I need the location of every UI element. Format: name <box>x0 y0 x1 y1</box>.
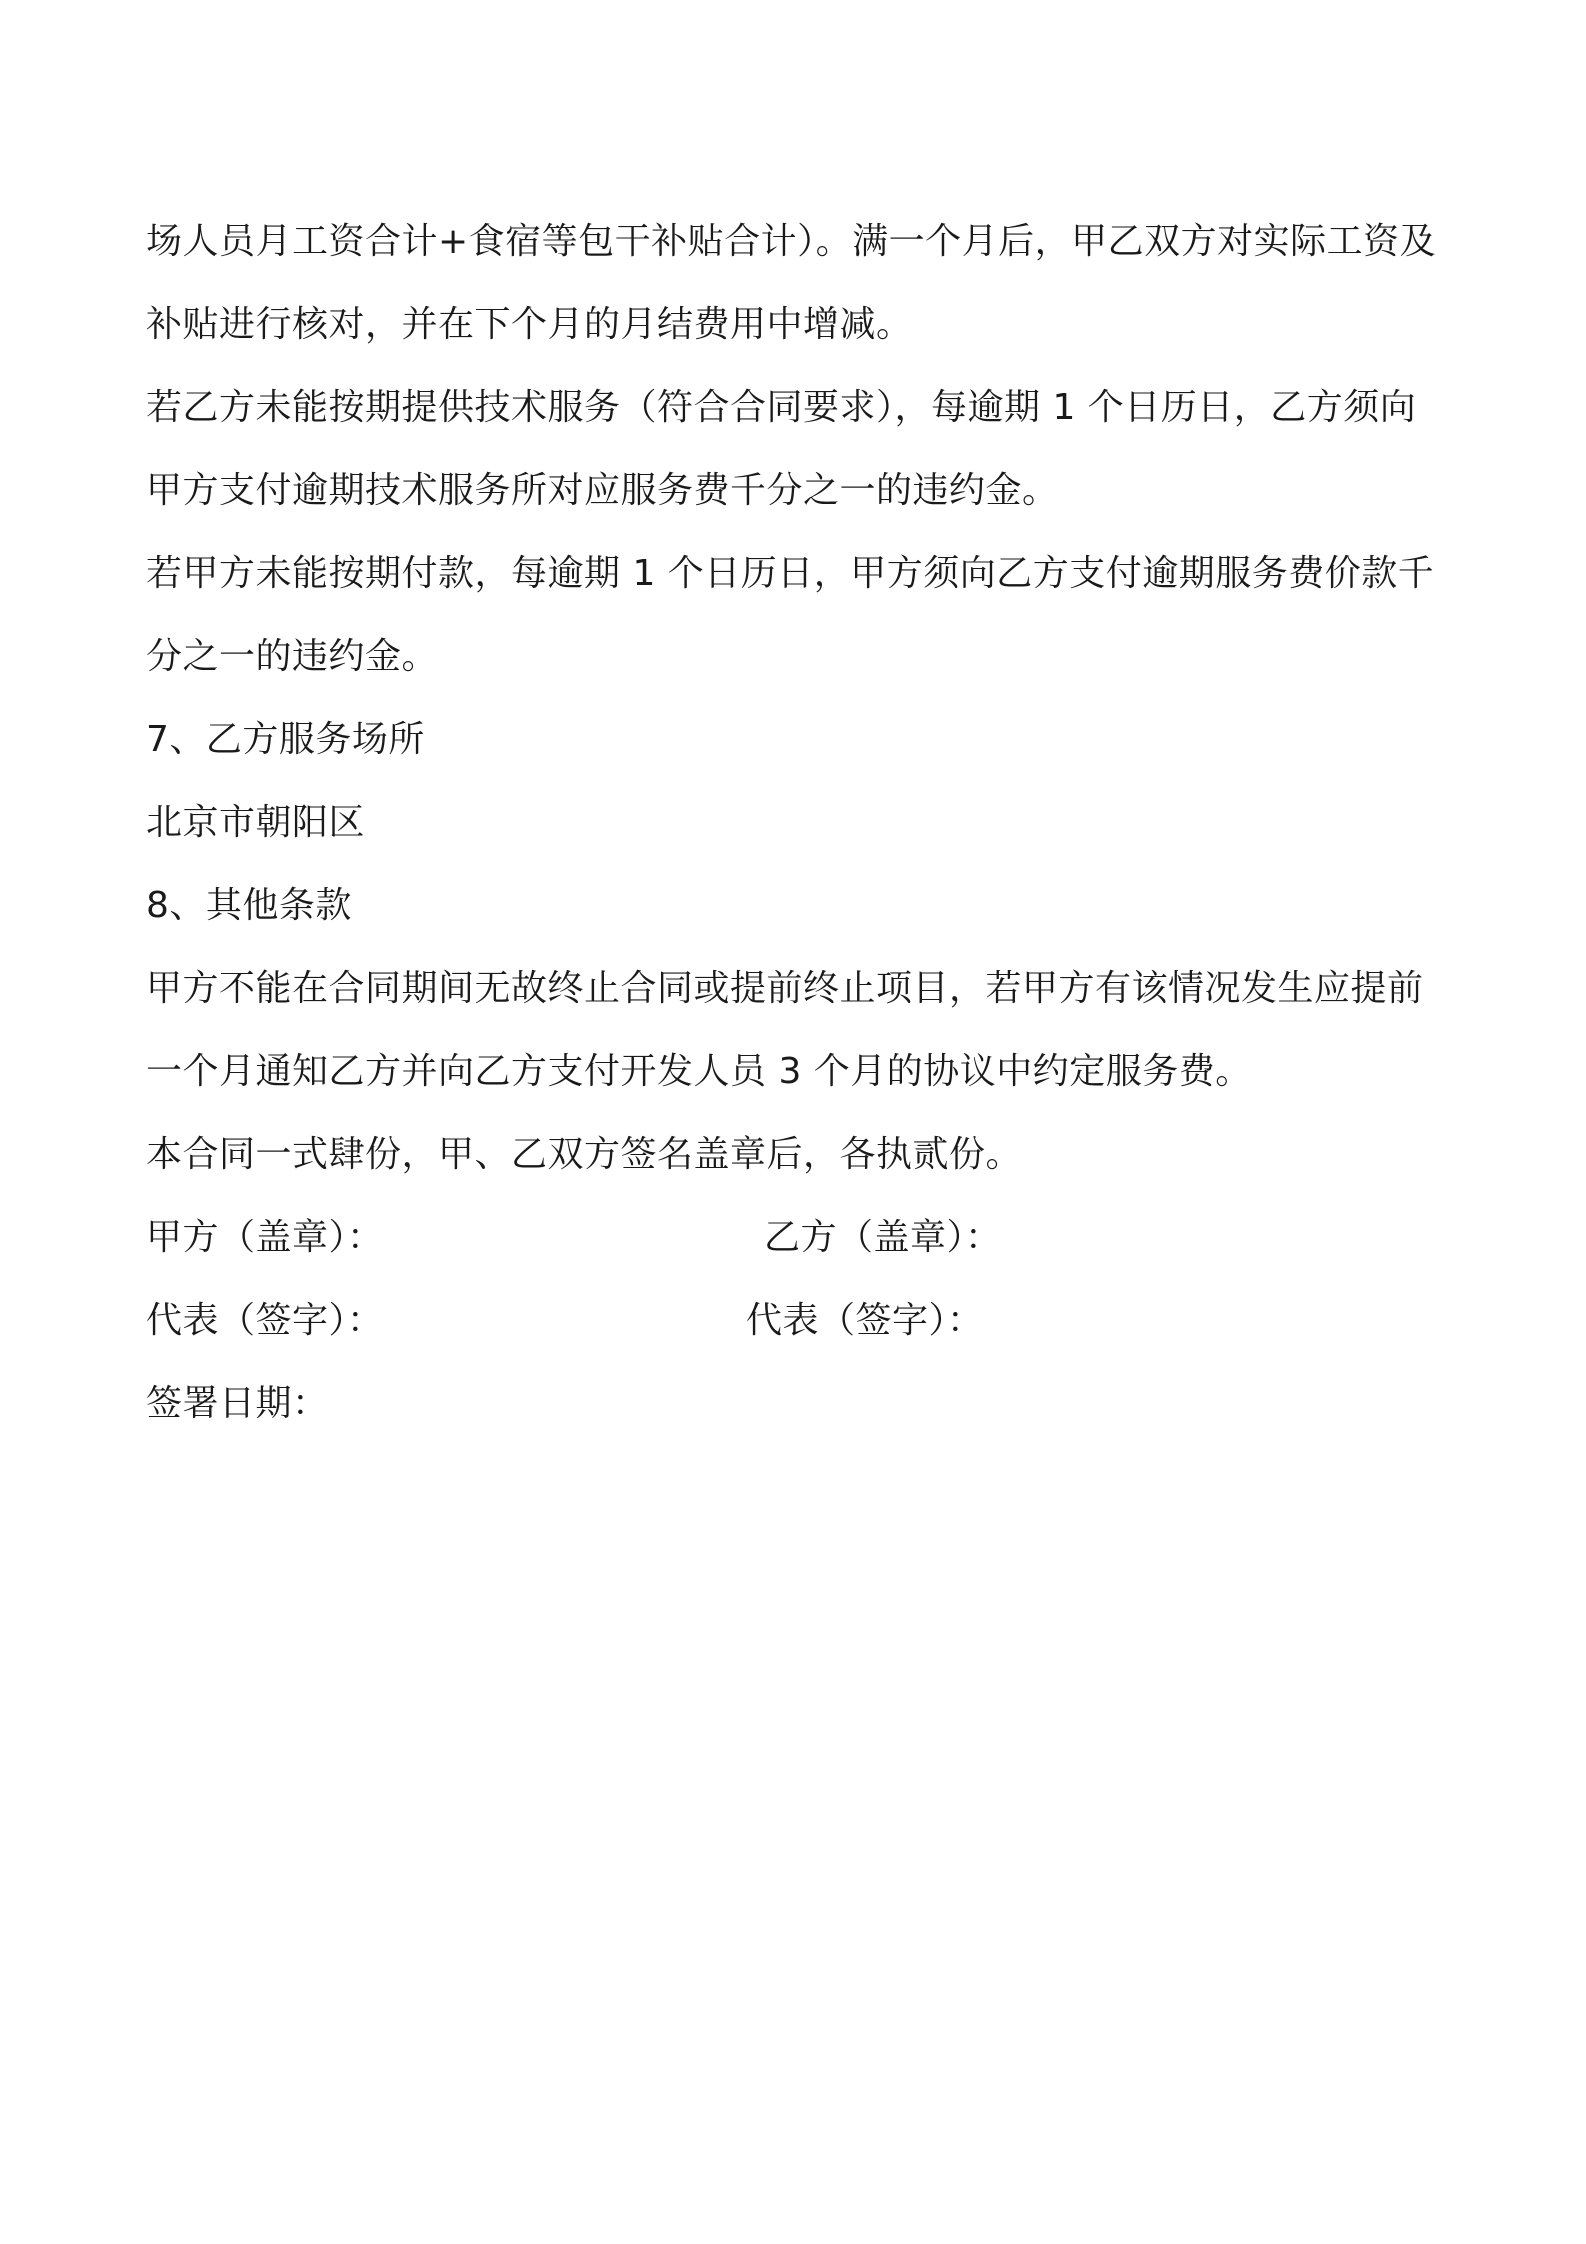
document-body <box>146 200 1456 1445</box>
text-line: 若乙方未能按期提供技术服务（符合合同要求），每逾期 1 个日历日，乙方须向 <box>146 387 1417 428</box>
text-line: 本合同一式肆份，甲、乙双方签名盖章后，各执贰份。 <box>146 1134 1023 1175</box>
section-heading-other-terms: 8、其他条款 <box>146 885 352 926</box>
party-a-rep-label: 代表（签字）： <box>146 1300 384 1341</box>
party-b-rep-label: 代表（签字）： <box>746 1300 984 1341</box>
party-b-seal-label: 乙方（盖章）： <box>764 1217 1002 1258</box>
text-line: 补贴进行核对，并在下个月的月结费用中增减。 <box>146 304 913 345</box>
signature-row-representative <box>146 1279 1456 1362</box>
sign-date-label: 签署日期： <box>146 1383 329 1424</box>
signature-row-seal <box>146 1196 1456 1279</box>
text-line: 分之一的违约金。 <box>146 636 439 677</box>
text-line: 甲方支付逾期技术服务所对应服务费千分之一的违约金。 <box>146 470 1059 511</box>
text-line: 甲方不能在合同期间无故终止合同或提前终止项目，若甲方有该情况发生应提前 <box>146 968 1424 1009</box>
section-heading-service-location: 7、乙方服务场所 <box>146 719 425 760</box>
signature-row-date <box>146 1362 1456 1445</box>
text-line: 若甲方未能按期付款，每逾期 1 个日历日，甲方须向乙方支付逾期服务费价款千 <box>146 553 1435 594</box>
service-location-value: 北京市朝阳区 <box>146 802 366 843</box>
text-line: 一个月通知乙方并向乙方支付开发人员 3 个月的协议中约定服务费。 <box>146 1051 1252 1092</box>
party-a-seal-label: 甲方（盖章）： <box>146 1217 384 1258</box>
text-line: 场人员月工资合计+食宿等包干补贴合计）。满一个月后，甲乙双方对实际工资及 <box>146 221 1437 262</box>
